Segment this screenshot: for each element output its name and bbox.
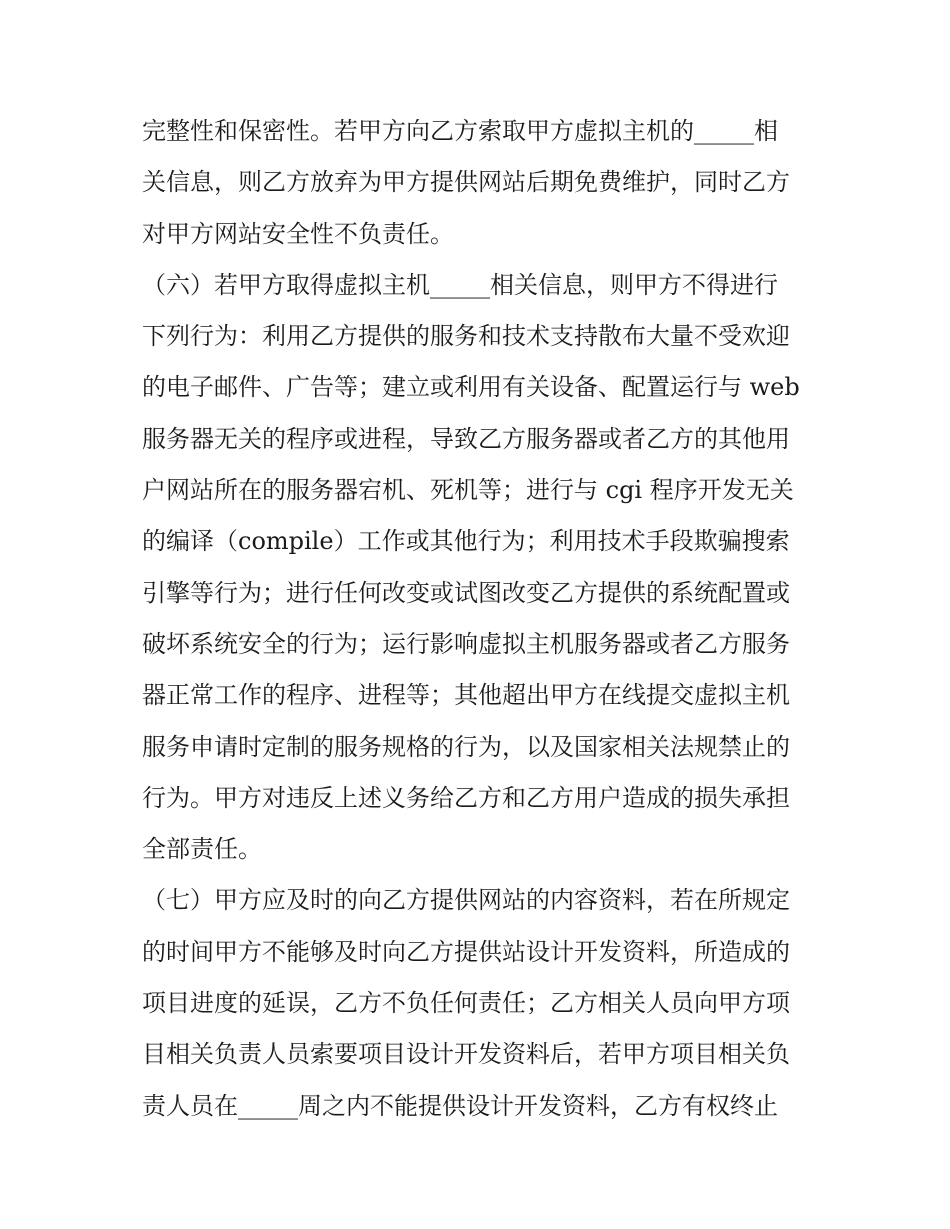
text-line: 引擎等行为；进行任何改变或试图改变乙方提供的系统配置或 — [142, 578, 790, 607]
text-line: 关信息，则乙方放弃为甲方提供网站后期免费维护，同时乙方 — [142, 168, 790, 197]
text-line: （六）若甲方取得虚拟主机_____相关信息，则甲方不得进行 — [142, 270, 778, 299]
text-line: 的时间甲方不能够及时向乙方提供站设计开发资料，所造成的 — [142, 937, 790, 966]
text-line: 服务申请时定制的服务规格的行为，以及国家相关法规禁止的 — [142, 732, 790, 761]
contract-text — [142, 106, 822, 1132]
text-line: 服务器无关的程序或进程，导致乙方服务器或者乙方的其他用 — [142, 424, 790, 453]
text-line: 户网站所在的服务器宕机、死机等；进行与 cgi 程序开发无关 — [142, 476, 794, 505]
text-line: 行为。甲方对违反上述义务给乙方和乙方用户造成的损失承担 — [142, 783, 790, 812]
text-line: 目相关负责人员索要项目设计开发资料后，若甲方项目相关负 — [142, 1040, 790, 1069]
text-line: 的编译（compile）工作或其他行为；利用技术手段欺骗搜索 — [142, 527, 790, 556]
text-line: 器正常工作的程序、进程等；其他超出甲方在线提交虚拟主机 — [142, 681, 790, 710]
text-line: 完整性和保密性。若甲方向乙方索取甲方虚拟主机的_____相 — [142, 117, 778, 145]
text-line: 项目进度的延误，乙方不负任何责任；乙方相关人员向甲方项 — [142, 989, 790, 1018]
text-line: 责人员在_____周之内不能提供设计开发资料，乙方有权终止 — [142, 1091, 778, 1120]
text-line: 对甲方网站安全性不负责任。 — [142, 219, 454, 248]
text-line: （七）甲方应及时的向乙方提供网站的内容资料，若在所规定 — [142, 886, 790, 915]
text-line: 的电子邮件、广告等；建立或利用有关设备、配置运行与 web — [142, 373, 800, 402]
text-line: 下列行为：利用乙方提供的服务和技术支持散布大量不受欢迎 — [142, 322, 790, 351]
text-line: 全部责任。 — [142, 835, 262, 864]
text-line: 破坏系统安全的行为；运行影响虚拟主机服务器或者乙方服务 — [142, 629, 790, 658]
